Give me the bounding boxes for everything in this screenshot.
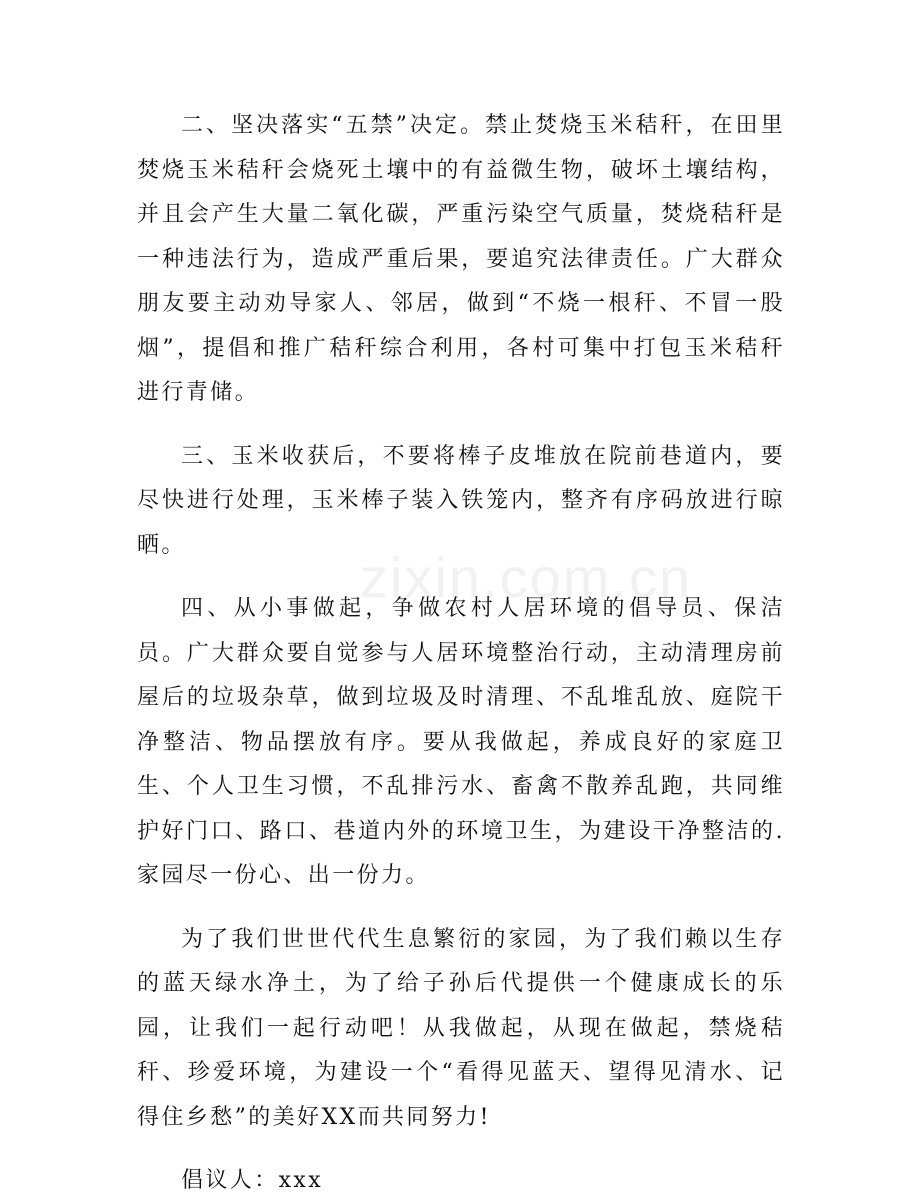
paragraph-closing-appeal: 为了我们世世代代生息繁衍的家园，为了我们赖以生存的蓝天绿水净土，为了给子孙后代提供一个健康成长的乐园，让我们一起行动吧！从我做起，从现在做起，禁烧秸秆、珍爱环境，为建设一个“看得见蓝天、望得见清水、记得住乡愁”的美好XX而共同努力!: [137, 926, 785, 1130]
paragraph-2-straw-burning: 二、坚决落实“五禁”决定。禁止焚烧玉米秸秆，在田里焚烧玉米秸秆会烧死土壤中的有益微生物，破坏土壤结构，并且会产生大量二氧化碳，严重污染空气质量，焚烧秸秆是一种违法行为，造成严重后果，要追究法律责任。广大群众朋友要主动劝导家人、邻居，做到“不烧一根秆、不冒一股烟”，提倡和推广秸秆综合利用，各村可集中打包玉米秸秆进行青储。: [137, 113, 785, 405]
paragraph-4-living-environment: 四、从小事做起，争做农村人居环境的倡导员、保洁员。广大群众要自觉参与人居环境整治行动，主动清理房前屋后的垃圾杂草，做到垃圾及时清理、不乱堆乱放、庭院干净整洁、物品摆放有序。要从我做起，养成良好的家庭卫生、个人卫生习惯，不乱排污水、畜禽不散养乱跑，共同维护好门口、路口、巷道内外的环境卫生，为建设干净整洁的.家园尽一份心、出一份力。: [137, 596, 785, 888]
paragraph-3-corn-husks: 三、玉米收获后，不要将棒子皮堆放在院前巷道内，要尽快进行处理，玉米棒子装入铁笼内，整齐有序码放进行晾晒。: [137, 443, 785, 558]
document-body: [137, 104, 785, 1204]
watermark: zixin.com.cn: [360, 546, 693, 609]
signature-line: 倡议人：xxx: [181, 1168, 324, 1193]
